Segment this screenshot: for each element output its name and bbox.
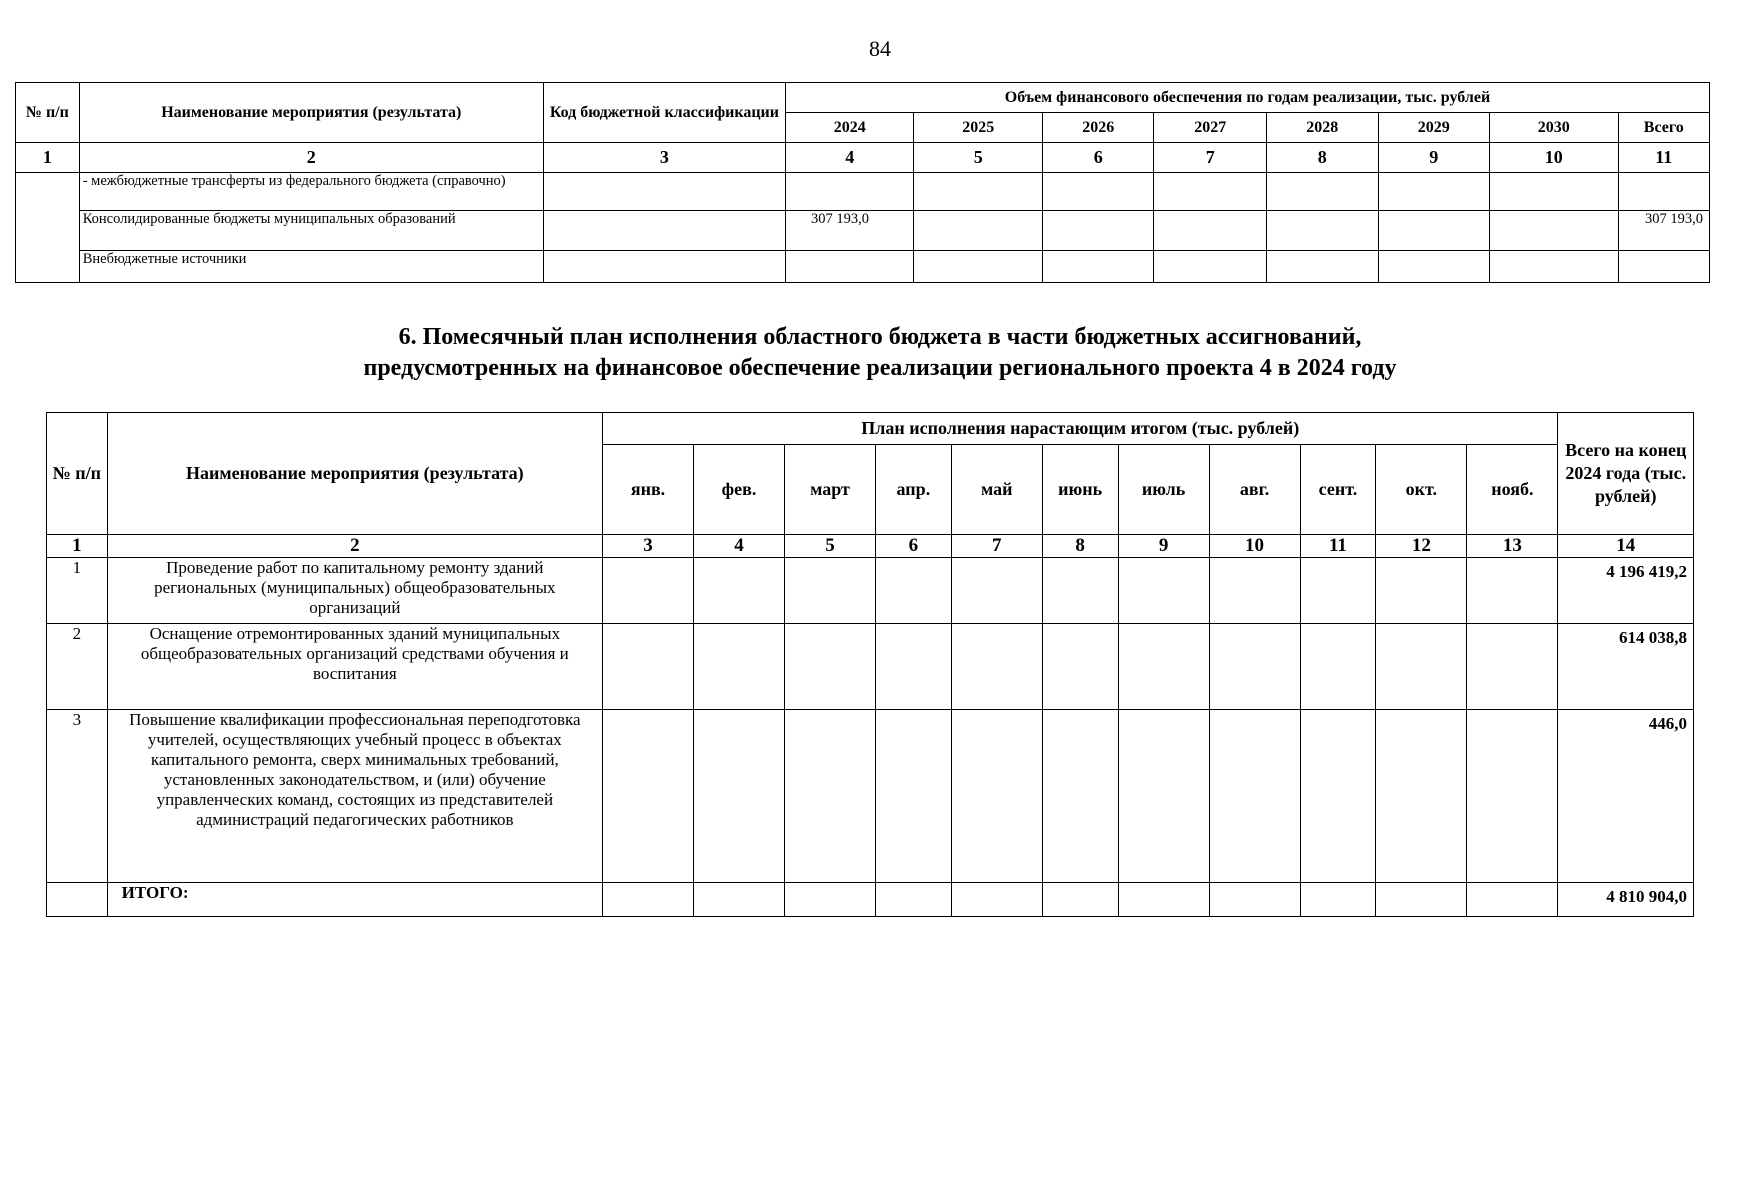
header-name: Наименование мероприятия (результата)	[79, 83, 543, 143]
row-value	[1042, 211, 1154, 251]
row-value: 307 193,0	[785, 211, 914, 251]
row-total: 614 038,8	[1558, 624, 1694, 710]
header-month: май	[951, 445, 1042, 535]
monthly-plan-table	[46, 412, 1694, 917]
month-cell	[875, 710, 951, 883]
col-number: 11	[1618, 143, 1709, 173]
row-value	[1154, 251, 1267, 283]
header-year: 2027	[1154, 113, 1267, 143]
month-cell	[875, 558, 951, 624]
table-row	[47, 558, 1694, 624]
header-total: Всего	[1618, 113, 1709, 143]
col-number: 8	[1267, 143, 1379, 173]
month-cell	[1042, 710, 1118, 883]
grand-total: 4 810 904,0	[1558, 883, 1694, 917]
col-number: 12	[1376, 535, 1467, 558]
row-value	[1267, 251, 1379, 283]
header-year: 2030	[1490, 113, 1619, 143]
month-cell	[1209, 558, 1300, 624]
month-cell	[603, 883, 694, 917]
row-value	[1378, 211, 1490, 251]
row-name: Повышение квалификации профессиональная переподготовка учителей, осуществляющих учебный процесс в объектах капитального ремонта, сверх минимальных требований, установленных законодательством, и (или) обучение управленческих команд, состоящих из представителей администраций педагогических работников	[107, 710, 602, 883]
col-number: 7	[951, 535, 1042, 558]
month-cell	[1467, 624, 1558, 710]
row-code	[543, 251, 785, 283]
header-code: Код бюджетной классификации	[543, 83, 785, 143]
header-plan: План исполнения нарастающим итогом (тыс. рублей)	[603, 413, 1558, 445]
col-number: 2	[107, 535, 602, 558]
month-cell	[1376, 710, 1467, 883]
month-cell	[1376, 558, 1467, 624]
col-number: 5	[784, 535, 875, 558]
month-cell	[1118, 624, 1209, 710]
month-cell	[1467, 883, 1558, 917]
header-month: июнь	[1042, 445, 1118, 535]
col-number: 13	[1467, 535, 1558, 558]
row-name: Внебюджетные источники	[79, 251, 543, 283]
col-number: 6	[1042, 143, 1154, 173]
col-number: 3	[543, 143, 785, 173]
table-row	[16, 211, 1710, 251]
row-value	[1267, 173, 1379, 211]
header-month: июль	[1118, 445, 1209, 535]
total-label: ИТОГО:	[107, 883, 602, 917]
month-cell	[784, 624, 875, 710]
header-month: март	[784, 445, 875, 535]
col-number: 9	[1378, 143, 1490, 173]
row-value	[914, 173, 1043, 211]
month-cell	[694, 710, 785, 883]
row-total: 446,0	[1558, 710, 1694, 883]
header-year: 2028	[1267, 113, 1379, 143]
header-month: фев.	[694, 445, 785, 535]
row-value	[1618, 173, 1709, 211]
row-value	[1267, 211, 1379, 251]
row-value	[1490, 251, 1619, 283]
table-row	[16, 173, 1710, 211]
col-number: 4	[785, 143, 914, 173]
col-number: 7	[1154, 143, 1267, 173]
row-value	[1154, 173, 1267, 211]
col-number: 3	[603, 535, 694, 558]
col-number: 10	[1490, 143, 1619, 173]
col-number: 8	[1042, 535, 1118, 558]
col-number: 14	[1558, 535, 1694, 558]
header-year: 2029	[1378, 113, 1490, 143]
month-cell	[1300, 883, 1376, 917]
month-cell	[1209, 883, 1300, 917]
month-cell	[1209, 710, 1300, 883]
row-value	[1378, 173, 1490, 211]
header-month: окт.	[1376, 445, 1467, 535]
row-name: Проведение работ по капитальному ремонту зданий региональных (муниципальных) общеобразовательных организаций	[107, 558, 602, 624]
month-cell	[784, 558, 875, 624]
header-year: 2026	[1042, 113, 1154, 143]
month-cell	[603, 624, 694, 710]
month-cell	[951, 883, 1042, 917]
col-number: 2	[79, 143, 543, 173]
col-number: 1	[47, 535, 108, 558]
row-code	[543, 173, 785, 211]
header-num: № п/п	[16, 83, 80, 143]
col-number: 1	[16, 143, 80, 173]
month-cell	[1042, 558, 1118, 624]
section-title-line: предусмотренных на финансовое обеспечение реализации регионального проекта 4 в 2024 году	[363, 355, 1397, 381]
column-number-row	[16, 143, 1710, 173]
header-year: 2024	[785, 113, 914, 143]
row-value	[1618, 251, 1709, 283]
section-title-line: 6. Помесячный план исполнения областного бюджета в части бюджетных ассигнований,	[398, 324, 1362, 350]
row-value	[1378, 251, 1490, 283]
month-cell	[875, 883, 951, 917]
row-value	[1042, 251, 1154, 283]
month-cell	[951, 558, 1042, 624]
header-month: нояб.	[1467, 445, 1558, 535]
month-cell	[1376, 883, 1467, 917]
month-cell	[1118, 883, 1209, 917]
row-value	[1490, 173, 1619, 211]
table-row	[16, 251, 1710, 283]
header-month: авг.	[1209, 445, 1300, 535]
header-month: янв.	[603, 445, 694, 535]
row-value: 307 193,0	[1618, 211, 1709, 251]
col-number: 9	[1118, 535, 1209, 558]
page-number: 84	[869, 36, 891, 61]
header-month: сент.	[1300, 445, 1376, 535]
month-cell	[875, 624, 951, 710]
month-cell	[951, 710, 1042, 883]
row-value	[1042, 173, 1154, 211]
month-cell	[603, 558, 694, 624]
row-index: 1	[47, 558, 108, 624]
month-cell	[1376, 624, 1467, 710]
month-cell	[1118, 558, 1209, 624]
month-cell	[1042, 624, 1118, 710]
empty-cell	[16, 173, 80, 283]
header-total: Всего на конец 2024 года (тыс. рублей)	[1558, 413, 1694, 535]
row-value	[1154, 211, 1267, 251]
header-name: Наименование мероприятия (результата)	[107, 413, 602, 535]
funding-table	[15, 82, 1710, 283]
section-heading	[0, 322, 1760, 384]
header-volume: Объем финансового обеспечения по годам реализации, тыс. рублей	[785, 83, 1709, 113]
header-num: № п/п	[47, 413, 108, 535]
row-total: 4 196 419,2	[1558, 558, 1694, 624]
col-number: 4	[694, 535, 785, 558]
col-number: 11	[1300, 535, 1376, 558]
month-cell	[694, 883, 785, 917]
month-cell	[1467, 558, 1558, 624]
column-number-row	[47, 535, 1694, 558]
month-cell	[784, 710, 875, 883]
row-value	[914, 211, 1043, 251]
month-cell	[1042, 883, 1118, 917]
row-name: Оснащение отремонтированных зданий муниципальных общеобразовательных организаций средствами обучения и воспитания	[107, 624, 602, 710]
month-cell	[1300, 624, 1376, 710]
row-name: - межбюджетные трансферты из федерального бюджета (справочно)	[79, 173, 543, 211]
month-cell	[1467, 710, 1558, 883]
header-year: 2025	[914, 113, 1043, 143]
empty-cell	[47, 883, 108, 917]
month-cell	[1300, 710, 1376, 883]
row-index: 3	[47, 710, 108, 883]
month-cell	[784, 883, 875, 917]
month-cell	[694, 558, 785, 624]
table-row	[47, 710, 1694, 883]
row-value	[785, 251, 914, 283]
row-code	[543, 211, 785, 251]
month-cell	[1209, 624, 1300, 710]
header-month: апр.	[875, 445, 951, 535]
col-number: 5	[914, 143, 1043, 173]
row-name: Консолидированные бюджеты муниципальных образований	[79, 211, 543, 251]
table-row	[47, 624, 1694, 710]
month-cell	[951, 624, 1042, 710]
total-row	[47, 883, 1694, 917]
row-index: 2	[47, 624, 108, 710]
col-number: 6	[875, 535, 951, 558]
month-cell	[694, 624, 785, 710]
month-cell	[1118, 710, 1209, 883]
row-value	[1490, 211, 1619, 251]
row-value	[785, 173, 914, 211]
col-number: 10	[1209, 535, 1300, 558]
row-value	[914, 251, 1043, 283]
month-cell	[1300, 558, 1376, 624]
month-cell	[603, 710, 694, 883]
